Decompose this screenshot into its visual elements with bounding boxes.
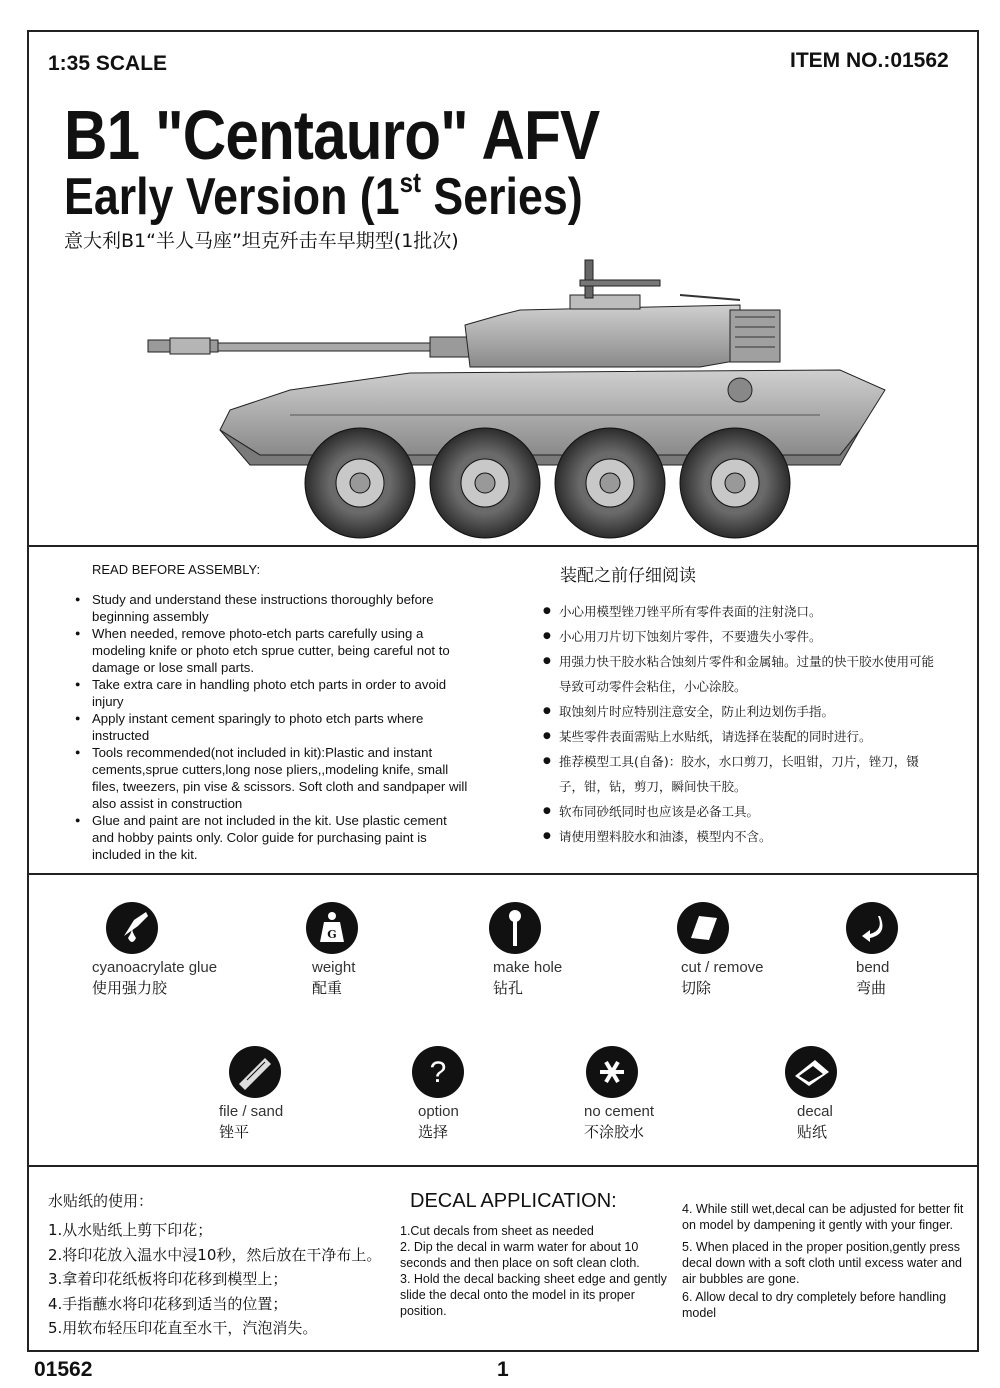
- symbol-decal: decal 贴纸: [797, 1046, 947, 1142]
- list-item: 5. When placed in the proper position,gently press decal down with a soft cloth until excess water and air bubbles are gone.: [682, 1240, 963, 1286]
- list-item: 1.从水贴纸上剪下印花；: [48, 1221, 213, 1239]
- instructions-title-cn: 装配之前仔细阅读: [560, 566, 696, 586]
- decal-icon: [785, 1046, 837, 1098]
- page-subtitle: Early Version (1st Series): [64, 167, 583, 226]
- symbol-cut: cut / remove 切除: [681, 902, 831, 998]
- list-item: 2. Dip the decal in warm water for about 10 seconds and then place on soft clean cloth.: [400, 1240, 640, 1270]
- bend-icon: [846, 902, 898, 954]
- question-icon: [412, 1046, 464, 1098]
- list-item: 4. While still wet,decal can be adjusted for better fit on model by dampening it gently with your finger.: [682, 1202, 964, 1232]
- weight-icon: [306, 902, 358, 954]
- list-item: 5.用软布轻压印花直至水干，汽泡消失。: [48, 1319, 318, 1337]
- symbol-no-cement: no cement 不涂胶水: [584, 1046, 734, 1142]
- list-item: ● Study and understand these instructions thoroughly before beginning assembly: [72, 591, 472, 625]
- symbol-bend: bend 弯曲: [856, 902, 1000, 998]
- decal-steps-en-left: [400, 1223, 675, 1319]
- instructions-list-cn: [543, 599, 943, 849]
- tank-illustration: [140, 255, 890, 540]
- list-item: ● Apply instant cement sparingly to photo etch parts where instructed: [72, 710, 472, 744]
- decal-steps-cn: [48, 1218, 381, 1341]
- decal-steps-en-right: [682, 1201, 967, 1321]
- list-item: 3. Hold the decal backing sheet edge and gently slide the decal onto the model in its proper position.: [400, 1272, 667, 1318]
- list-item: ● Take extra care in handling photo etch parts in order to avoid injury: [72, 676, 472, 710]
- symbol-option: ? option 选择: [418, 1046, 568, 1142]
- decal-title-en: DECAL APPLICATION:: [410, 1190, 617, 1212]
- divider: [27, 1165, 979, 1167]
- cut-icon: [677, 902, 729, 954]
- file-icon: [229, 1046, 281, 1098]
- symbol-file: file / sand 锉平: [219, 1046, 369, 1142]
- list-item: 4.手指蘸水将印花移到适当的位置；: [48, 1294, 288, 1313]
- list-item: 2.将印花放入温水中浸10秒，然后放在干净布上。: [48, 1245, 382, 1264]
- instructions-list-en: [72, 591, 472, 863]
- divider: [27, 545, 979, 547]
- list-item: ● 某些零件表面需贴上水贴纸，请选择在装配的同时进行。: [543, 724, 943, 749]
- svg-text:G: G: [327, 928, 337, 941]
- list-item: ● 用强力快干胶水粘合蚀刻片零件和金属轴。过量的快干胶水使用可能导致可动零件会粘住，小心涂胶。: [543, 649, 943, 699]
- footer-item-number: 01562: [34, 1358, 93, 1381]
- list-item: ● 小心用模型锉刀锉平所有零件表面的注射浇口。: [543, 599, 943, 624]
- symbol-glue: cyanoacrylate glue 使用强力胶: [92, 902, 242, 998]
- list-item: ● When needed, remove photo-etch parts carefully using a modeling knife or photo etch sprue cutter, being careful not to damage or lose small parts.: [72, 625, 472, 676]
- list-item: 6. Allow decal to dry completely before handling model: [682, 1290, 947, 1320]
- svg-text:?: ?: [429, 1056, 447, 1089]
- title-chinese: 意大利B1“半人马座”坦克歼击车早期型(1批次): [64, 230, 459, 252]
- decal-title-cn: 水贴纸的使用：: [48, 1192, 154, 1210]
- drill-icon: [489, 902, 541, 954]
- no-cement-icon: [586, 1046, 638, 1098]
- list-item: 3.拿着印花纸板将印花移到模型上；: [48, 1270, 288, 1288]
- symbol-weight: G weight 配重: [312, 902, 462, 998]
- list-item: ● Tools recommended(not included in kit):Plastic and instant cements,sprue cutters,long nose pliers,,modeling knife, small files, tweezers, pin vise & scissors. Soft cloth and sandpaper will also assist in construction: [72, 744, 472, 812]
- instructions-title-en: READ BEFORE ASSEMBLY:: [92, 562, 261, 577]
- page-title: B1 "Centauro" AFV: [64, 96, 600, 174]
- list-item: ● 请使用塑料胶水和油漆，模型内不含。: [543, 824, 943, 849]
- divider: [27, 873, 979, 875]
- scale-label: 1:35 SCALE: [48, 52, 168, 75]
- list-item: 1.Cut decals from sheet as needed: [400, 1224, 594, 1238]
- glue-icon: [106, 902, 158, 954]
- list-item: ● 推荐模型工具(自备)：胶水，水口剪刀，长咀钳，刀片，锉刀，镊子，钳，钻，剪刀，瞬间快干胶。: [543, 749, 943, 799]
- list-item: ● 软布同砂纸同时也应该是必备工具。: [543, 799, 943, 824]
- item-number: ITEM NO.:01562: [790, 49, 949, 72]
- page-number: 1: [497, 1358, 509, 1381]
- symbol-drill: make hole 钻孔: [493, 902, 643, 998]
- list-item: ● Glue and paint are not included in the kit. Use plastic cement and hobby paints only. Color guide for purchasing paint is included in the kit.: [72, 812, 472, 863]
- list-item: ● 取蚀刻片时应特别注意安全，防止利边划伤手指。: [543, 699, 943, 724]
- list-item: ● 小心用刀片切下蚀刻片零件，不要遗失小零件。: [543, 624, 943, 649]
